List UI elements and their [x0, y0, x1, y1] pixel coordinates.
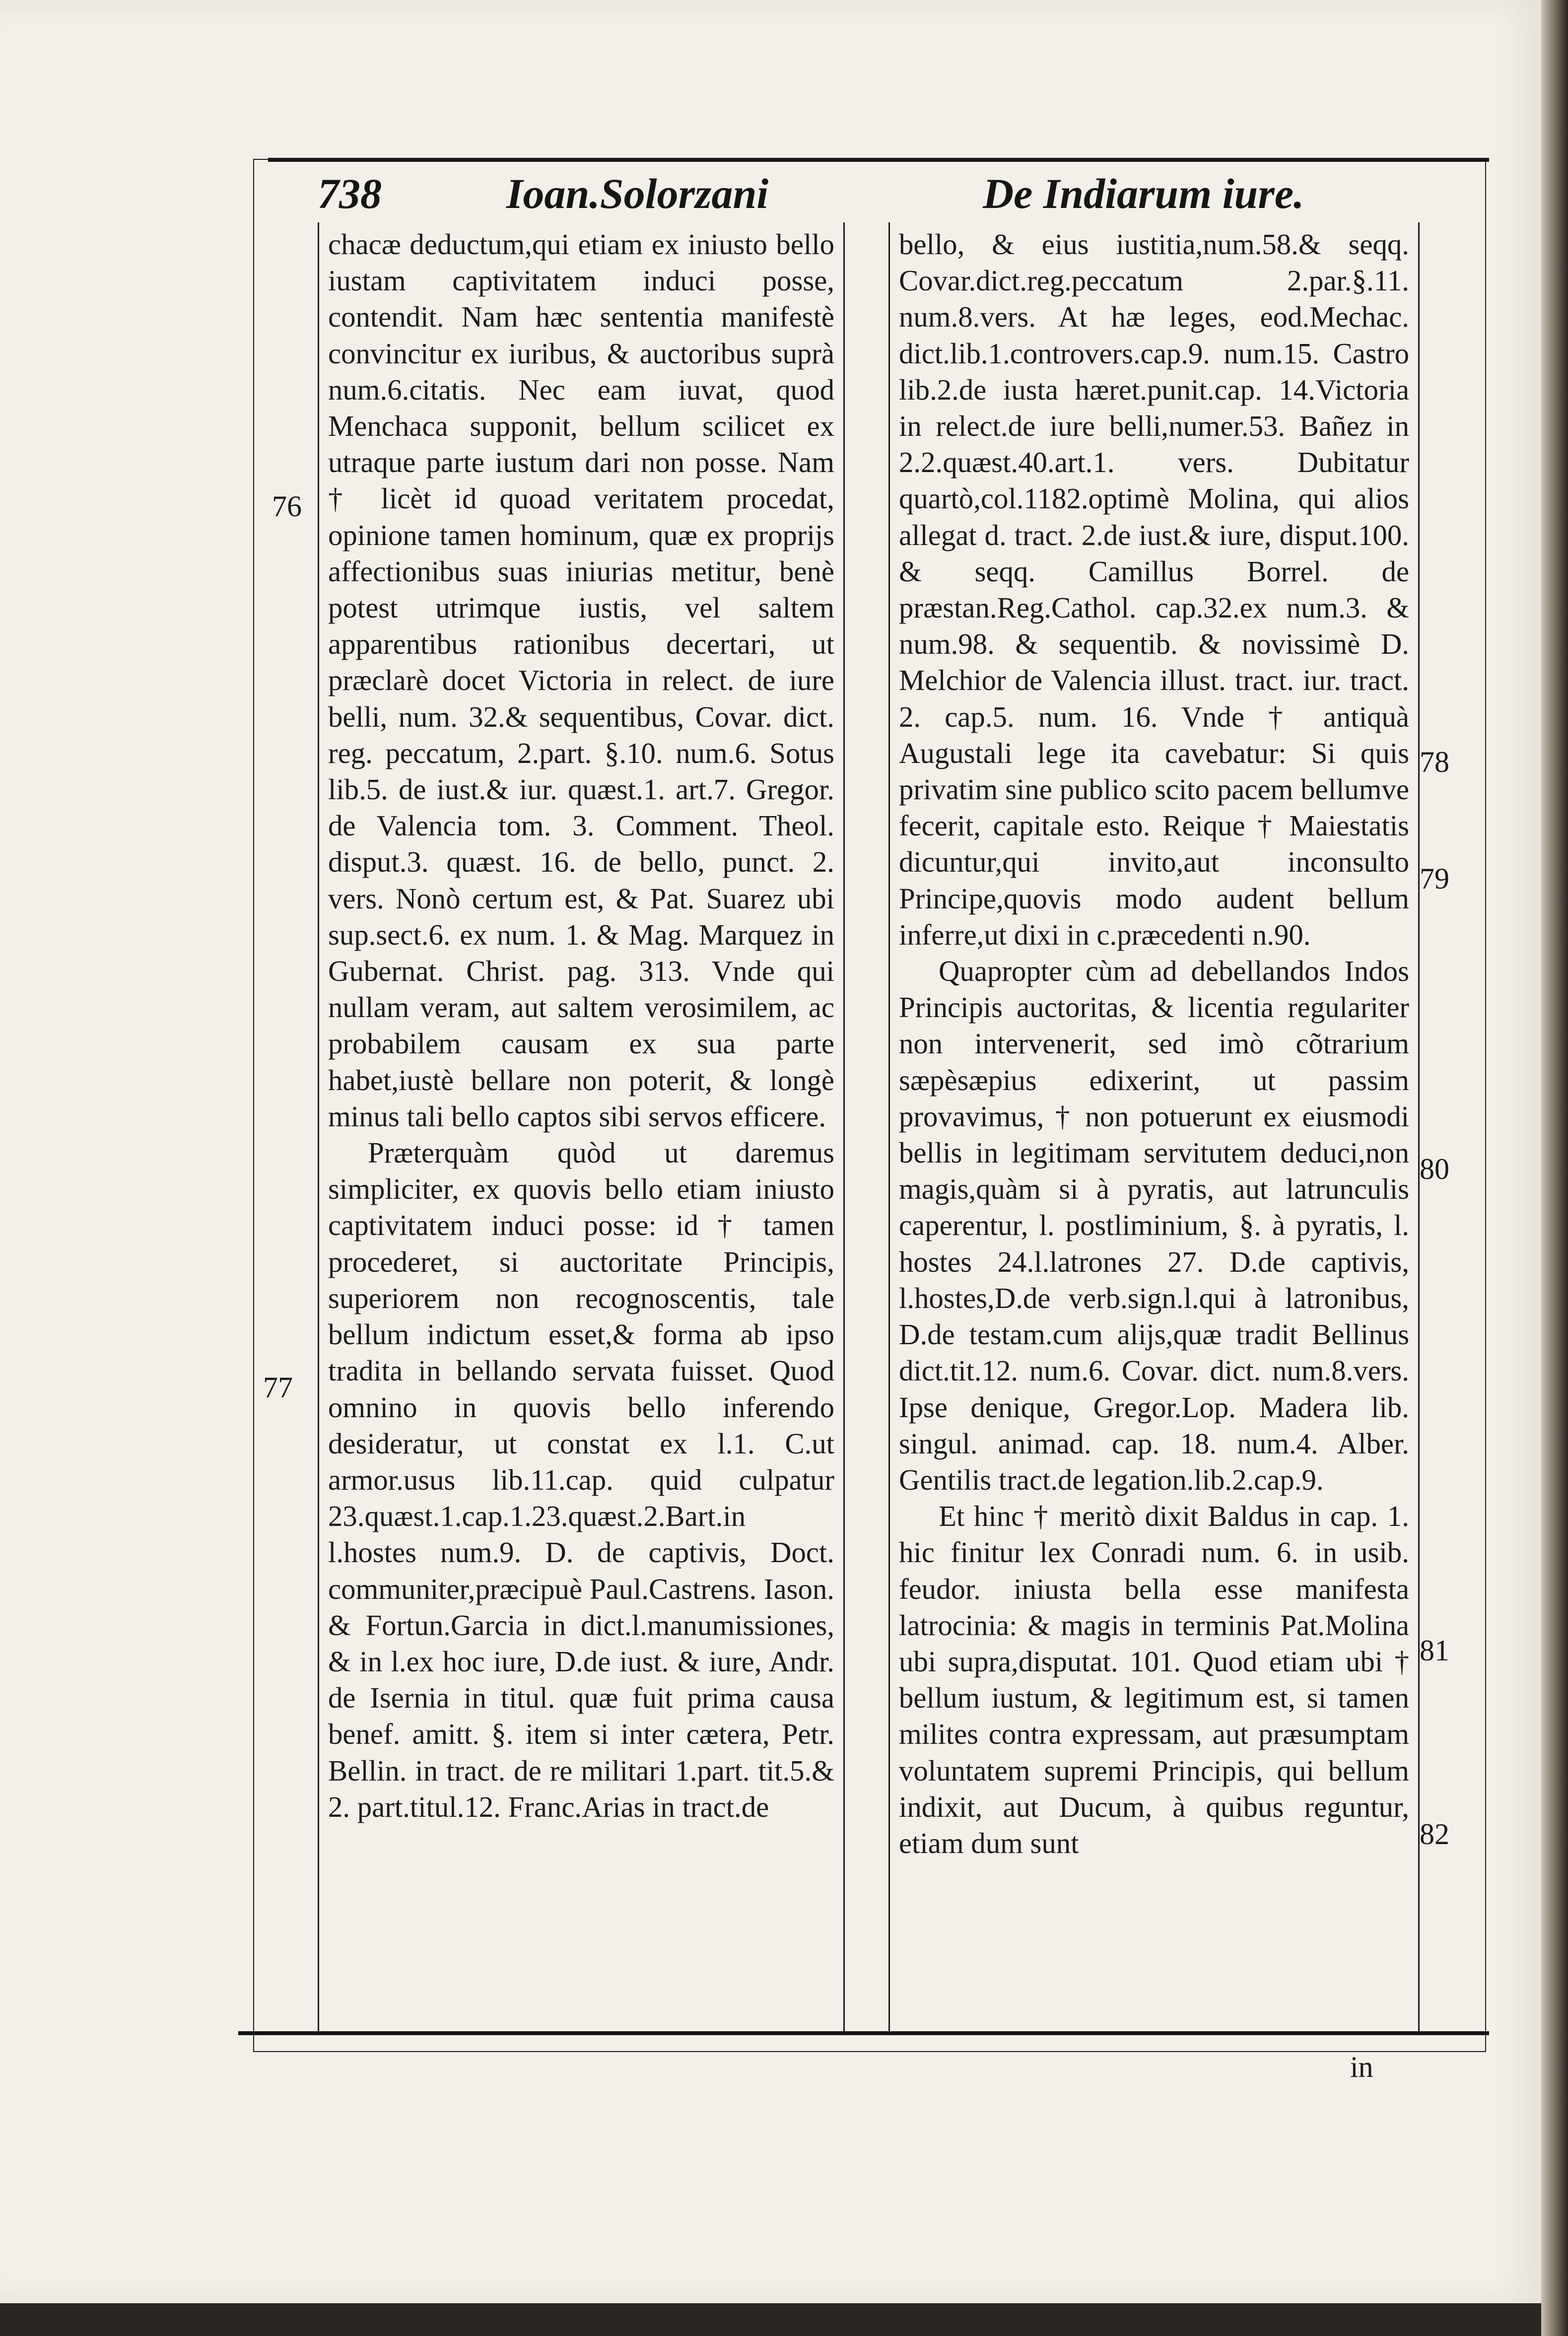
left-column — [318, 222, 845, 2034]
margin-number: 81 — [1420, 1634, 1449, 1667]
margin-number: 79 — [1420, 862, 1449, 895]
right-paragraph: Quapropter cùm ad debellandos Indos Principis auctoritas, & licentia regulariter non intervenerit, sed imò cõtrarium sæpèsæpius edixerint, ut passim provavimus, † non potuerunt ex eiusmodi bellis in legitimam servitutem deduci,non magis,quàm si à pyratis, aut latrunculis caperentur, l. postliminium, §. à pyratis, l. hostes 24.l.latrones 27. D.de captivis, l.hostes,D.de verb.sign.l.qui à latronibus, D.de testam.cum alijs,quæ tradit Bellinus dict.tit.12. num.6. Covar. dict. num.8.vers. Ipse denique, Gregor.Lop. Madera lib. singul. animad. cap. 18. num.4. Alber. Gentilis tract.de legation.lib.2.cap.9. — [899, 955, 1409, 1496]
running-head-title: De Indiarum iure. — [983, 170, 1304, 217]
footer-rule — [238, 2031, 1489, 2035]
margin-number: 76 — [272, 490, 302, 523]
catchword: in — [1350, 2051, 1373, 2083]
margin-number: 77 — [263, 1371, 293, 1404]
margin-number: 82 — [1420, 1818, 1449, 1851]
right-column — [888, 222, 1420, 2034]
margin-number: 78 — [1420, 746, 1449, 778]
left-paragraph: Præterquàm quòd ut daremus simpliciter, ex quovis bello etiam iniusto captivitatem induci posse: id † tamen procederet, si auctoritate Principis, superiorem non recognoscentis, tale bellum indictum esset,& forma ab ipso tradita in bellando servata fuisset. Quod omnino in quovis bello inferendo desideratur, ut constat ex l.1. C.ut armor.usus lib.11.cap. quid culpatur 23.quæst.1.cap.1.23.quæst.2.Bart.in l.hostes num.9. D. de captivis, Doct. communiter,præcipuè Paul.Castrens. Iason. & Fortun.Garcia in dict.l.manumissiones, & in l.ex hoc iure, D.de iust. & iure, Andr. de Isernia in titul. quæ fuit prima causa benef. amitt. §. item si inter cætera, Petr. Bellin. in tract. de re militari 1.part. tit.5.& 2. part.titul.12. Franc.Arias in tract.de — [328, 1137, 834, 1823]
margin-number: 80 — [1420, 1153, 1449, 1185]
right-paragraph: bello, & eius iustitia,num.58.& seqq. Covar.dict.reg.peccatum 2.par.§.11. num.8.vers. At hæ leges, eod.Mechac. dict.lib.1.controvers.cap.9. num.15. Castro lib.2.de iusta hæret.punit.cap. 14.Victoria in relect.de iure belli,numer.53. Bañez in 2.2.quæst.40.art.1. vers. Dubitatur quartò,col.1182.optimè Molina, qui alios allegat d. tract. 2.de iust.& iure, disput.100. & seqq. Camillus Borrel. de præstan.Reg.Cathol. cap.32.ex num.3. & num.98. & sequentib. & novissimè D. Melchior de Valencia illust. tract. iur. tract. 2. cap.5. num. 16. Vnde † antiquà Augustali lege ita cavebatur: Si quis privatim sine publico scito pacem bellumve fecerit, capitale esto. Reique † Maiestatis dicuntur,qui invito,aut inconsulto Principe,quovis modo audent bellum inferre,ut dixi in c.præcedenti n.90. — [899, 228, 1409, 951]
running-head-author: Ioan.Solorzani — [506, 170, 769, 217]
left-paragraph: chacæ deductum,qui etiam ex iniusto bello iustam captivitatem induci posse, contendit. Nam hæc sententia manifestè convincitur ex iuribus, & auctoribus suprà num.6.citatis. Nec eam iuvat, quod Menchaca supponit, bellum scilicet ex utraque parte iustum dari non posse. Nam † licèt id quoad veritatem procedat, opinione tamen hominum, quæ ex proprijs affectionibus suas iniurias metitur, benè potest utrimque iustis, vel saltem apparentibus rationibus decertari, ut præclarè docet Victoria in relect. de iure belli, num. 32.& sequentibus, Covar. dict. reg. peccatum, 2.part. §.10. num.6. Sotus lib.5. de iust.& iur. quæst.1. art.7. Gregor. de Valencia tom. 3. Comment. Theol. disput.3. quæst. 16. de bello, punct. 2. vers. Nonò certum est, & Pat. Suarez ubi sup.sect.6. ex num. 1. & Mag. Marquez in Gubernat. Christ. pag. 313. Vnde qui nullam veram, aut saltem verosimilem, ac probabilem causam ex sua parte habet,iustè bellare non poterit, & longè minus tali bello captos sibi servos efficere. — [328, 228, 834, 1133]
page-number: 738 — [318, 170, 382, 217]
book-spine — [1541, 0, 1568, 2336]
right-paragraph: Et hinc † meritò dixit Baldus in cap. 1. hic finitur lex Conradi num. 6. in usib. feudor. iniusta bella esse manifesta latrocinia: & magis in terminis Pat.Molina ubi supra,disputat. 101. Quod etiam ubi † bellum iustum, & legitimum est, si tamen milites contra expressam, aut præsumptam voluntatem supremi Principis, qui bellum indixit, aut Ducum, à quibus reguntur, etiam dum sunt — [899, 1500, 1409, 1859]
